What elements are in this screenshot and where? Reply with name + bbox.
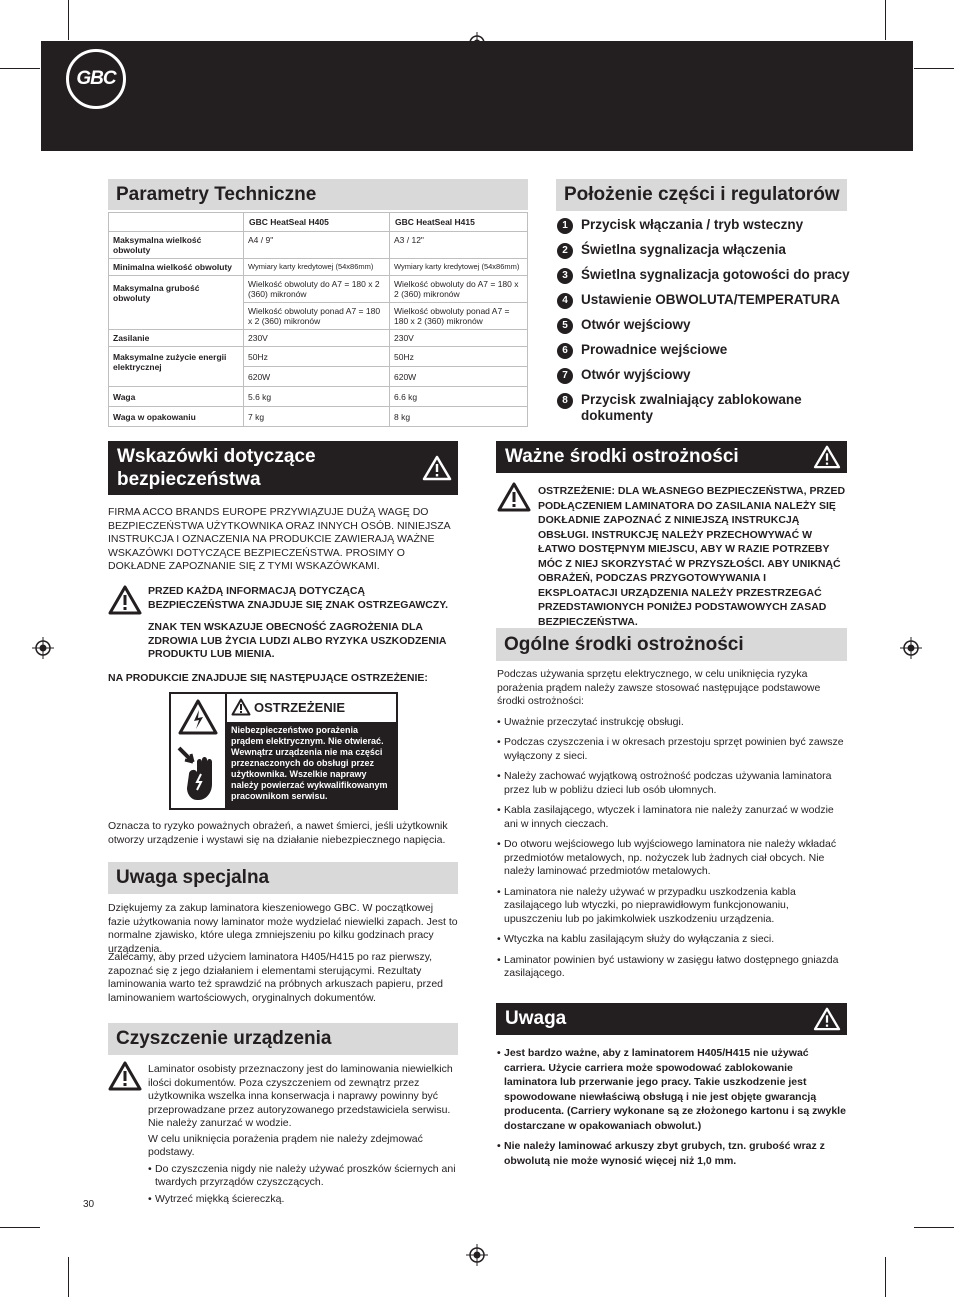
row-label: Minimalna wielkość obwoluty bbox=[109, 259, 244, 276]
table-cell: A4 / 9" bbox=[244, 232, 390, 259]
warning-triangle-icon bbox=[108, 585, 142, 615]
part-label: Świetlna sygnalizacja gotowości do pracy bbox=[581, 267, 850, 282]
table-cell: 620W bbox=[244, 367, 390, 387]
list-item bbox=[557, 242, 857, 259]
list-item: • Należy zachować wyjątkową ostrożność podczas używania laminatora przez lub w pobliżu dzieci lub osób ułomnych. bbox=[497, 770, 847, 797]
warning-triangle-icon bbox=[108, 1061, 142, 1091]
table-row bbox=[109, 276, 528, 303]
label-body: Niebezpieczeństwo porażenia prądem elektrycznym. Nie otwierać. Wewnątrz urządzenia nie ma części przeznaczonych do obsługi przez użytkownika. Wszelkie naprawy należy powierzać wykwalifikowanym pracownikom serwisu. bbox=[227, 722, 396, 808]
list-item bbox=[557, 292, 857, 309]
special-paragraph-1: Dziękujemy za zakup laminatora kieszeniowego GBC. W początkowej fazie użytkowania nowy laminator może wydzielać niewielki zapach. Jest to normalne zjawisko, które ulega zmniejszeniu po kilku godzinach pracy urządzenia. bbox=[108, 902, 458, 955]
crop-mark bbox=[914, 68, 954, 69]
cleaning-text bbox=[148, 1063, 458, 1212]
table-cell: 5.6 kg bbox=[244, 387, 390, 407]
list-item: • Do czyszczenia nigdy nie należy używać proszków ściernych ani twardych przyrządów czyszczących. bbox=[148, 1163, 458, 1190]
table-row bbox=[109, 330, 528, 347]
table-cell: 620W bbox=[390, 367, 528, 387]
crop-mark bbox=[885, 1257, 886, 1297]
specs-title: Parametry Techniczne bbox=[108, 179, 528, 210]
cleaning-paragraph-2: W celu uniknięcia porażenia prądem nie należy zdejmować podstawy. bbox=[148, 1132, 423, 1158]
label-heading: OSTRZEŻENIE bbox=[254, 699, 346, 715]
warning-triangle-icon bbox=[813, 445, 841, 469]
list-item: • Wytrzeć miękką ściereczką. bbox=[148, 1193, 458, 1207]
safety-after: Oznacza to ryzyko poważnych obrażeń, a nawet śmierci, jeśli użytkownik otworzy urządzenie i wystawi się na działanie niebezpiecznego napięcia. bbox=[108, 820, 448, 846]
special-paragraph-2: Zalecamy, aby przed użyciem laminatora H405/H415 po raz pierwszy, zapoznać się z jego działaniem i elementami sterującymi. Rezultaty laminowania warto też sprawdzić na próbnych arkuszach papieru, przed laminowaniem wartościowych, oryginalnych dokumentów. bbox=[108, 951, 444, 1004]
gbc-logo: GBC bbox=[66, 49, 126, 109]
table-cell: Wymiary karty kredytowej (54x86mm) bbox=[244, 259, 390, 276]
important-text: OSTRZEŻENIE: DLA WŁASNEGO BEZPIECZEŃSTWA, PRZED PODŁĄCZENIEM LAMINATORA DO ZASILANIA NALEŻY SIĘ DOKŁADNIE ZAPOZNAĆ Z NINIEJSZĄ INSTRUKCJĄ OBSŁUGI. INSTRUKCJĘ NALEŻY PRZECHOWYWAĆ W ŁATWO DOSTĘPNYM MIEJSCU, ABY W RAZIE POTRZEBY MÓC Z NIEJ SKORZYSTAĆ W PRZYSZŁOŚCI. ABY UNIKNĄĆ OBRAŻEŃ, PODCZAS PRZYGOTOWYWANIA I EKSPLOATACJI URZĄDZENIA NALEŻY PRZESTRZEGAĆ PRZEDSTAWIONYCH PONIŻEJ PODSTAWOWYCH ZASAD BEZPIECZEŃSTWA. bbox=[538, 485, 846, 628]
list-item: • Jest bardzo ważne, aby z laminatorem H405/H415 nie używać carriera. Użycie carriera może spowodować zablokowanie laminatora lub przerwanie jego pracy. Takie uszkodzenie jest spowodowane niewłaściwą obsługą i nie jest objęte gwarancją producenta. (Carriery wykonane są ze złożonego kartonu i są zwykle dostarczane w opakowaniach obwolut.) bbox=[497, 1046, 847, 1133]
crop-mark bbox=[885, 0, 886, 40]
table-cell: A3 / 12" bbox=[390, 232, 528, 259]
number-badge: 1 bbox=[557, 218, 573, 234]
warning-triangle-icon bbox=[231, 698, 251, 716]
row-label: Zasilanie bbox=[109, 330, 244, 347]
list-item: • Uważnie przeczytać instrukcję obsługi. bbox=[497, 716, 847, 730]
list-item bbox=[557, 317, 857, 334]
label-icons bbox=[171, 694, 227, 808]
part-label: Ustawienie OBWOLUTA/TEMPERATURA bbox=[581, 292, 841, 307]
caution-text bbox=[497, 1046, 847, 1174]
row-label: Maksymalna wielkość obwoluty bbox=[109, 232, 244, 259]
table-cell: 6.6 kg bbox=[390, 387, 528, 407]
registration-mark-icon bbox=[466, 1244, 488, 1266]
crop-mark bbox=[0, 68, 40, 69]
table-row bbox=[109, 347, 528, 367]
part-label: Przycisk zwalniający zablokowane dokumenty bbox=[581, 392, 802, 423]
row-label: Maksymalna grubość obwoluty bbox=[109, 276, 244, 330]
general-list bbox=[497, 716, 847, 981]
cleaning-list bbox=[148, 1163, 458, 1207]
number-badge: 3 bbox=[557, 268, 573, 284]
table-row bbox=[109, 213, 528, 232]
list-item bbox=[557, 342, 857, 359]
list-item: • Wtyczka na kablu zasilającym służy do wyłączania z sieci. bbox=[497, 933, 847, 947]
column-header: GBC HeatSeal H415 bbox=[390, 213, 528, 232]
electric-shock-hand-icon bbox=[175, 744, 221, 802]
safety-intro: FIRMA ACCO BRANDS EUROPE PRZYWIĄZUJE DUŻĄ WAGĘ DO BEZPIECZEŃSTWA UŻYTKOWNIKA ORAZ INNYCH OSÓB. NINIEJSZA INSTRUKCJA I OZNACZENIA NA PRODUKCIE ZAWIERAJĄ WAŻNE WSKAZÓWKI DOTYCZĄCE BEZPIECZEŃSTWA. PROSIMY O DOKŁADNE ZAPOZNANIE SIĘ Z TYMI WSKAZÓWKAMI. bbox=[108, 506, 451, 572]
part-label: Otwór wejściowy bbox=[581, 317, 691, 332]
list-item bbox=[557, 267, 857, 284]
warning-triangle-icon bbox=[497, 482, 531, 512]
caution-title-text: Uwaga bbox=[505, 1008, 567, 1029]
parts-list bbox=[557, 217, 857, 432]
safety-title-text: Wskazówki dotyczące bezpieczeństwa bbox=[117, 446, 316, 490]
row-label: Maksymalne zużycie energii elektrycznej bbox=[109, 347, 244, 387]
table-cell: 7 kg bbox=[244, 407, 390, 427]
table-cell bbox=[109, 213, 244, 232]
table-cell: 50Hz bbox=[390, 347, 528, 367]
number-badge: 8 bbox=[557, 393, 573, 409]
number-badge: 4 bbox=[557, 293, 573, 309]
important-title bbox=[496, 441, 847, 473]
special-title: Uwaga specjalna bbox=[108, 862, 458, 894]
safety-warning-1: PRZED KAŻDĄ INFORMACJĄ DOTYCZĄCĄ BEZPIECZEŃSTWA ZNAJDUJE SIĘ ZNAK OSTRZEGAWCZY. bbox=[148, 585, 449, 611]
table-row bbox=[109, 232, 528, 259]
general-text bbox=[497, 668, 847, 987]
general-title: Ogólne środki ostrożności bbox=[496, 628, 847, 661]
column-header: GBC HeatSeal H405 bbox=[244, 213, 390, 232]
list-item: • Nie należy laminować arkuszy zbyt grubych, tzn. grubość wraz z obwolutą nie może wynosić więcej niż 1,0 mm. bbox=[497, 1139, 847, 1168]
cleaning-title: Czyszczenie urządzenia bbox=[108, 1023, 458, 1055]
list-item: • Do otworu wejściowego lub wyjściowego laminatora nie należy wkładać przedmiotów metalowych, np. nożyczek lub żadnych ciał obcych. Nie należy laminować przedmiotów metalowych. bbox=[497, 838, 847, 879]
table-cell: Wielkość obwoluty ponad A7 = 180 x 2 (360) mikronów bbox=[244, 303, 390, 330]
safety-title bbox=[108, 441, 458, 495]
list-item: • Kabla zasilającego, wtyczek i laminatora nie należy zanurzać w wodzie ani w innych cieczach. bbox=[497, 804, 847, 831]
table-row bbox=[109, 387, 528, 407]
number-badge: 5 bbox=[557, 318, 573, 334]
crop-mark bbox=[68, 0, 69, 40]
table-cell: 8 kg bbox=[390, 407, 528, 427]
list-item bbox=[557, 392, 857, 424]
warning-triangle-icon bbox=[813, 1007, 841, 1031]
registration-mark-icon bbox=[900, 637, 922, 659]
list-item bbox=[557, 367, 857, 384]
table-cell: Wielkość obwoluty ponad A7 = 180 x 2 (360) mikronów bbox=[390, 303, 528, 330]
number-badge: 2 bbox=[557, 243, 573, 259]
table-cell: Wymiary karty kredytowej (54x86mm) bbox=[390, 259, 528, 276]
table-row bbox=[109, 407, 528, 427]
number-badge: 7 bbox=[557, 368, 573, 384]
row-label: Waga w opakowaniu bbox=[109, 407, 244, 427]
warning-triangle-icon bbox=[422, 455, 452, 481]
safety-warning-2: ZNAK TEN WSKAZUJE OBECNOŚĆ ZAGROŻENIA DLA ZDROWIA LUB ŻYCIA LUDZI ALBO RYZYKA USZKODZENIA PRODUKTU LUB MIENIA. bbox=[148, 621, 447, 660]
important-title-text: Ważne środki ostrożności bbox=[505, 446, 739, 467]
part-label: Świetlna sygnalizacja włączenia bbox=[581, 242, 786, 257]
list-item: • Laminator powinien być ustawiony w zasięgu łatwo dostępnego gniazda zasilającego. bbox=[497, 954, 847, 981]
table-cell: 230V bbox=[244, 330, 390, 347]
part-label: Prowadnice wejściowe bbox=[581, 342, 728, 357]
number-badge: 6 bbox=[557, 343, 573, 359]
product-warning-label bbox=[169, 692, 398, 810]
product-note: NA PRODUKCIE ZNAJDUJE SIĘ NASTĘPUJĄCE OSTRZEŻENIE: bbox=[108, 672, 428, 684]
row-label: Waga bbox=[109, 387, 244, 407]
label-header bbox=[227, 694, 396, 720]
crop-mark bbox=[914, 1227, 954, 1228]
header-band bbox=[41, 41, 913, 151]
registration-mark-icon bbox=[32, 637, 54, 659]
part-label: Otwór wyjściowy bbox=[581, 367, 691, 382]
parts-title: Położenie części i regulatorów bbox=[556, 179, 847, 211]
cleaning-paragraph-1: Laminator osobisty przeznaczony jest do laminowania niewielkich ilości dokumentów. Poza czyszczeniem od zewnątrz przez użytkownika wszelka inna konserwacja i naprawy powinny być przeprowadzane przez autoryzowanego przedstawiciela serwisu. Nie należy zanurzać w wodzie. bbox=[148, 1063, 453, 1129]
specs-table bbox=[108, 212, 528, 427]
part-label: Przycisk włączania / tryb wsteczny bbox=[581, 217, 804, 232]
crop-mark bbox=[68, 1257, 69, 1297]
table-cell: Wielkość obwoluty do A7 = 180 x 2 (360) mikronów bbox=[244, 276, 390, 303]
general-intro: Podczas używania sprzętu elektrycznego, w celu uniknięcia ryzyka porażenia prądem należy zawsze stosować następujące podstawowe środki ostrożności: bbox=[497, 668, 821, 707]
list-item: • Podczas czyszczenia i w okresach przestoju sprzęt powinien być zawsze wyłączony z sieci. bbox=[497, 736, 847, 763]
table-cell: 50Hz bbox=[244, 347, 390, 367]
caution-title bbox=[496, 1003, 847, 1035]
list-item: • Laminatora nie należy używać w przypadku uszkodzenia kabla zasilającego lub wtyczki, po nieprawidłowym funkcjonowaniu, upuszczeniu lub po jakimkolwiek uszkodzeniu urządzenia. bbox=[497, 886, 847, 927]
lightning-warning-icon bbox=[177, 698, 219, 736]
list-item bbox=[557, 217, 857, 234]
table-row bbox=[109, 259, 528, 276]
table-cell: 230V bbox=[390, 330, 528, 347]
caution-list bbox=[497, 1046, 847, 1168]
crop-mark bbox=[0, 1227, 40, 1228]
page-number: 30 bbox=[83, 1199, 95, 1210]
table-cell: Wielkość obwoluty do A7 = 180 x 2 (360) mikronów bbox=[390, 276, 528, 303]
